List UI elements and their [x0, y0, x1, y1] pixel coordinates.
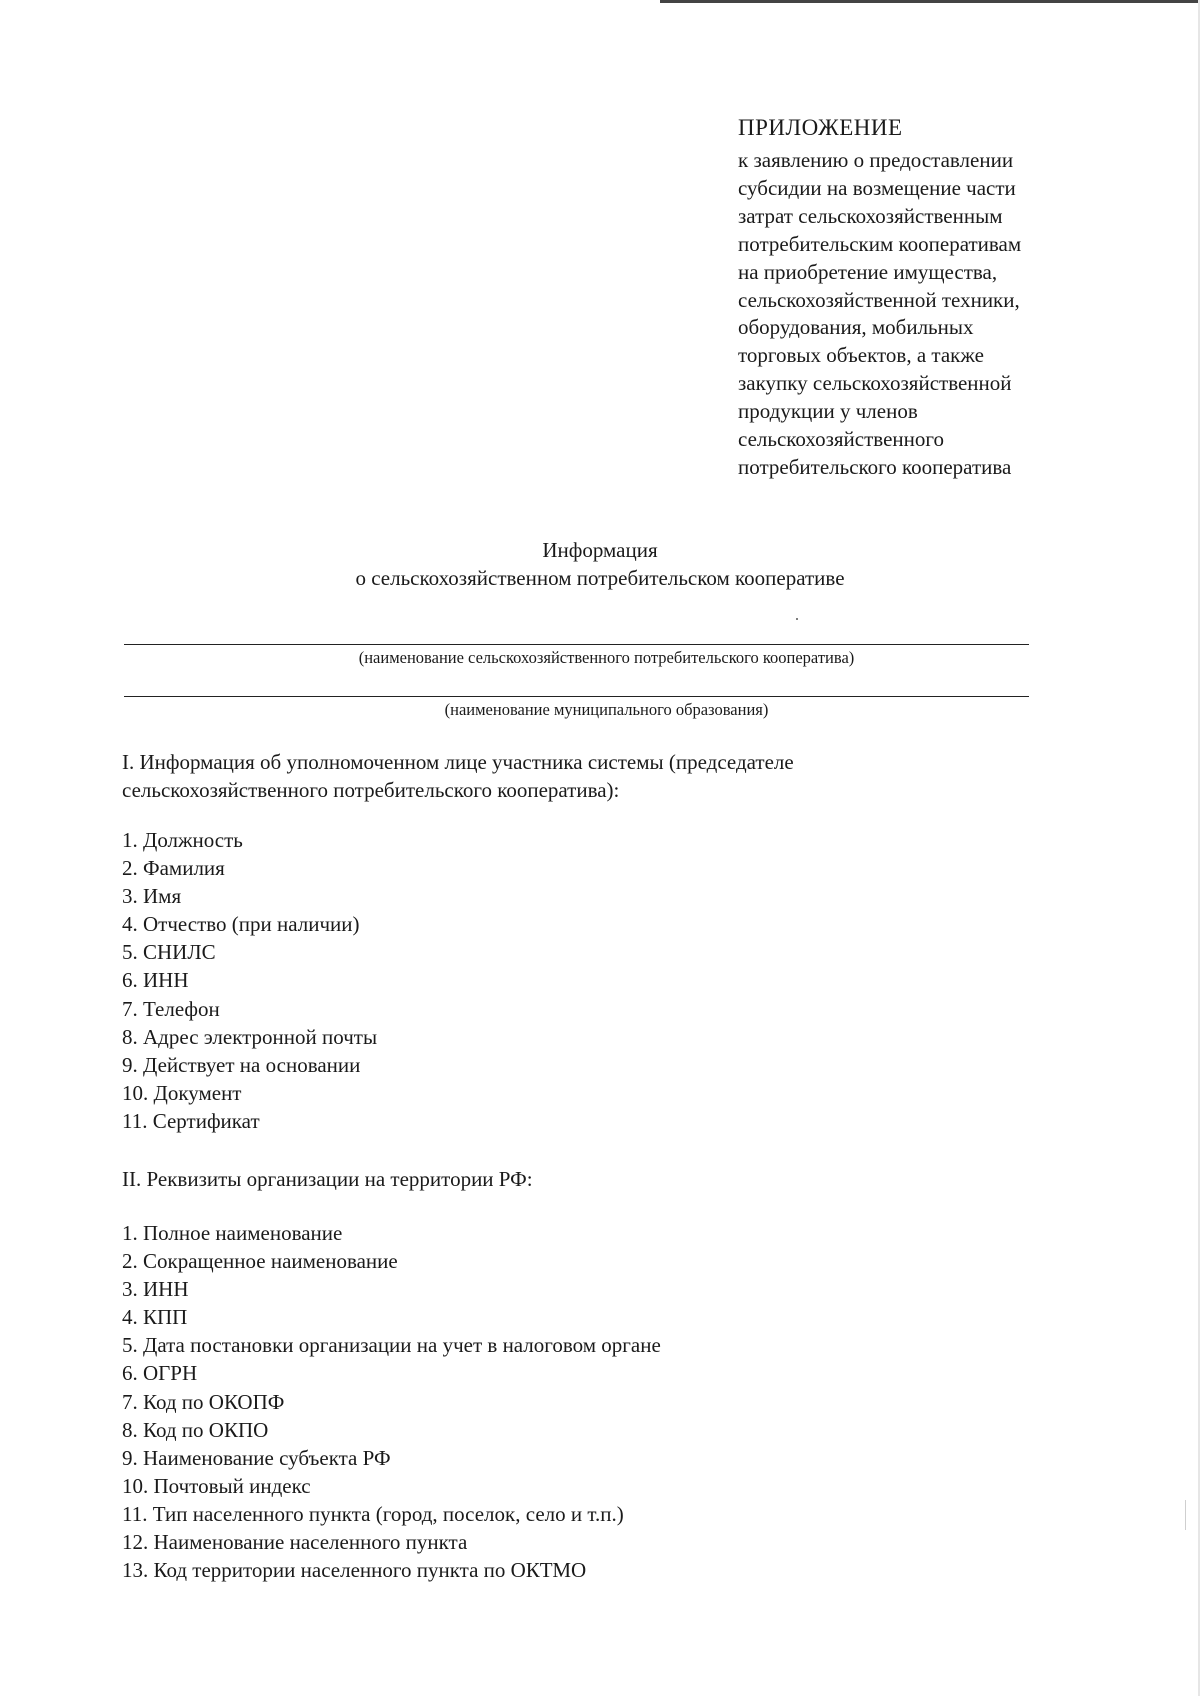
appendix-title: ПРИЛОЖЕНИЕ: [738, 115, 903, 140]
list-item: 1. Полное наименование: [122, 1221, 343, 1245]
list-item: 4. Отчество (при наличии): [122, 912, 360, 937]
list-item: 6. ОГРН: [122, 1361, 198, 1386]
list-item: 10. Документ: [122, 1080, 242, 1105]
appendix-line: сельскохозяйственной техники,: [738, 287, 1020, 312]
appendix-line: оборудования, мобильных: [738, 315, 974, 340]
section1-list: [122, 826, 377, 1135]
appendix-line: к заявлению о предоставлении: [738, 148, 1014, 172]
list-item: 9. Наименование субъекта РФ: [122, 1445, 391, 1470]
list-item: 4. КПП: [122, 1305, 188, 1330]
list-item: 3. ИНН: [122, 1277, 189, 1302]
section1-heading-line: сельскохозяйственного потребительского кооператива):: [122, 778, 620, 802]
appendix-line: на приобретение имущества,: [738, 259, 998, 284]
list-item: 12. Наименование населенного пункта: [122, 1530, 468, 1555]
list-item: 7. Код по ОКОПФ: [122, 1389, 285, 1414]
list-item: 6. ИНН: [122, 968, 189, 993]
section1-heading: [122, 748, 1022, 804]
municipality-name-line: [124, 696, 1029, 697]
list-item: 11. Тип населенного пункта (город, поселок, село и т.п.): [122, 1501, 624, 1526]
appendix-line: закупку сельскохозяйственной: [738, 371, 1012, 396]
scan-speck: [796, 618, 798, 620]
list-item: 11. Сертификат: [122, 1108, 260, 1133]
list-item: 2. Сокращенное наименование: [122, 1249, 398, 1274]
list-item: 8. Код по ОКПО: [122, 1417, 269, 1442]
section1-heading-line: I. Информация об уполномоченном лице участника системы (председателе: [122, 750, 794, 774]
appendix-line: продукции у членов: [738, 399, 918, 424]
appendix-line: торговых объектов, а также: [738, 343, 984, 368]
scan-edge-mark: [1185, 1500, 1186, 1530]
appendix-line: субсидии на возмещение части: [738, 175, 1016, 200]
appendix-line: потребительским кооперативам: [738, 231, 1022, 256]
list-item: 3. Имя: [122, 884, 182, 909]
appendix-block: [738, 113, 1158, 482]
list-item: 1. Должность: [122, 828, 243, 852]
cooperative-name-line: [124, 644, 1029, 645]
list-item: 9. Действует на основании: [122, 1052, 361, 1077]
section2-heading: II. Реквизиты организации на территории РФ:: [122, 1167, 533, 1191]
cooperative-name-caption: (наименование сельскохозяйственного потребительского кооператива): [358, 648, 855, 667]
list-item: 10. Почтовый индекс: [122, 1473, 311, 1498]
document-title: Информация: [542, 538, 658, 562]
list-item: 2. Фамилия: [122, 856, 225, 881]
list-item: 5. СНИЛС: [122, 940, 216, 965]
appendix-line: потребительского кооператива: [738, 454, 1012, 479]
document-subtitle: о сельскохозяйственном потребительском кооперативе: [355, 566, 845, 590]
list-item: 8. Адрес электронной почты: [122, 1024, 378, 1049]
list-item: 13. Код территории населенного пункта по ОКТМО: [122, 1558, 587, 1583]
list-item: 7. Телефон: [122, 996, 220, 1021]
appendix-line: сельскохозяйственного: [738, 427, 944, 452]
scan-edge-line: [660, 0, 1200, 3]
appendix-line: затрат сельскохозяйственным: [738, 203, 1003, 228]
municipality-name-caption: (наименование муниципального образования): [444, 700, 769, 719]
section2-list: [122, 1219, 661, 1584]
list-item: 5. Дата постановки организации на учет в налоговом органе: [122, 1333, 661, 1358]
